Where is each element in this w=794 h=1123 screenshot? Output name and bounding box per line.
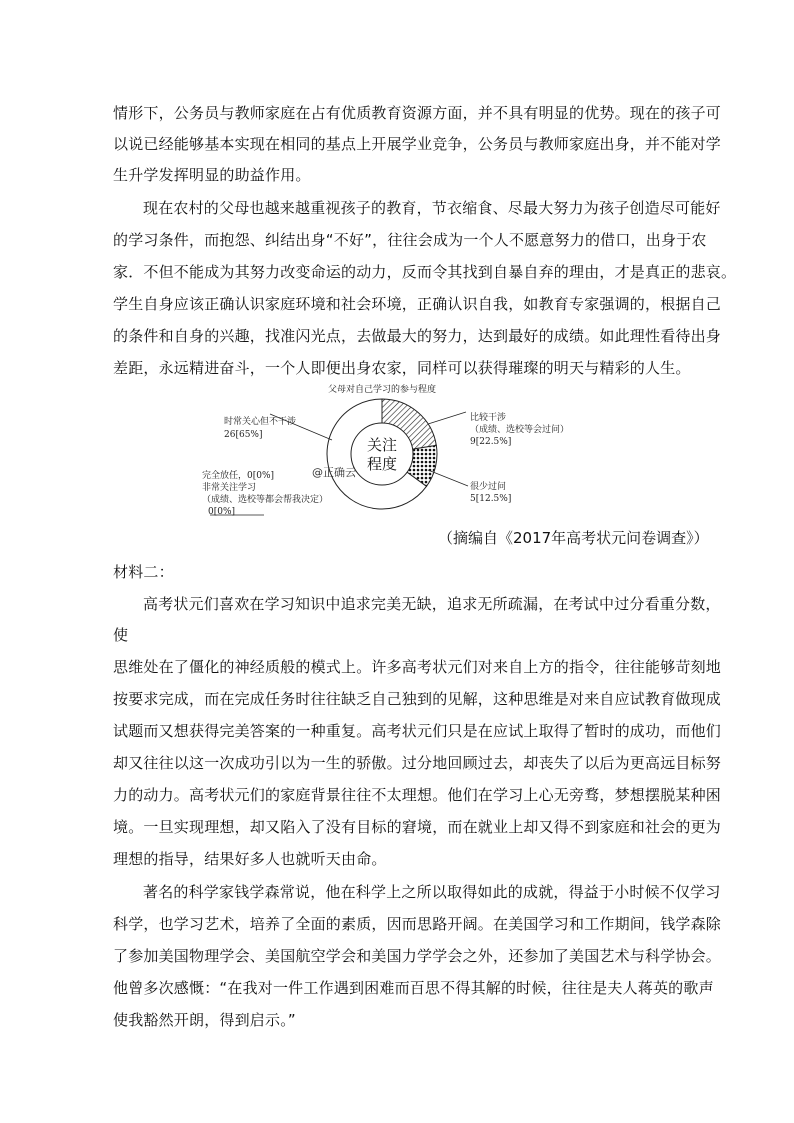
text-line: 高考状元们喜欢在学习知识中追求完美无缺，追求无所疏漏，在考试中过分看重分数， xyxy=(143,595,721,613)
text-line: 情形下，公务员与教师家庭在占有优质教育资源方面，并不具有明显的优势。现在的孩子可 xyxy=(113,104,722,122)
leader-line xyxy=(428,412,466,424)
donut-chart-svg xyxy=(200,380,600,520)
slice-label: 比较干涉 xyxy=(470,413,507,423)
text-line: 著名的科学家钱学森常说，他在科学上之所以取得如此的成就，得益于小时候不仅学习 xyxy=(143,883,721,901)
slice-value: 26[65%] xyxy=(224,430,263,440)
slice-note: （成绩、选校等都会帮我决定） xyxy=(202,495,329,505)
text-line: 的学习条件，而抱怨、纠结出身“不好”，往往会成为一个人不愿意努力的借口，出身于农 xyxy=(113,231,707,249)
slice-label: 非常关注学习 xyxy=(202,483,257,493)
text-line: 理想的指导，结果好多人也就听天由命。 xyxy=(113,850,387,868)
slice-value: 0[0%] xyxy=(208,507,236,517)
center-label-line-1: 关注 xyxy=(366,436,398,454)
figure-caption: （摘编自《2017年高考状元问卷调查》） xyxy=(438,529,709,547)
slice-value: 完全放任，0[0%] xyxy=(202,471,275,481)
text-line: 思维处在了僵化的神经质般的模式上。许多高考状元们对来自上方的指令，往往能够苛刻地 xyxy=(113,658,722,676)
chart-title: 父母对自己学习的参与程度 xyxy=(328,385,437,395)
text-line: 试题而又想获得完美答案的一种重复。高考状元们只是在应试上取得了暂时的成功，而他们 xyxy=(113,722,722,740)
slice-label: 很少过问 xyxy=(470,482,507,492)
text-line: 却又往往以这一次成功引以为一生的骄傲。过分地回顾过去，却丧失了以后为更高远目标努 xyxy=(113,754,722,772)
text-line: 生升学发挥明显的助益作用。 xyxy=(113,166,311,184)
text-line: 差距，永远精进奋斗，一个人即便出身农家，同样可以获得璀璨的明天与精彩的人生。 xyxy=(113,359,691,377)
text-line: 以说已经能够基本实现在相同的基点上开展学业竞争，公务员与教师家庭出身，并不能对学 xyxy=(113,135,722,153)
slice-label: 时常关心但不干涉 xyxy=(224,417,297,427)
text-line: 的条件和自身的兴趣，找准闪光点，去做最大的努力，达到最好的成绩。如此理性看待出身 xyxy=(113,327,722,345)
text-line: 使我豁然开朗，得到启示。” xyxy=(113,1011,296,1029)
text-line: 境。一旦实现理想，却又陷入了没有目标的窘境，而在就业上却又得不到家庭和社会的更为 xyxy=(113,818,722,836)
section-heading: 材料二： xyxy=(113,563,174,581)
text-line: 科学，也学习艺术，培养了全面的素质，因而思路开阔。在美国学习和工作期间，钱学森除 xyxy=(113,915,722,933)
text-line: 使 xyxy=(113,626,129,644)
text-line: 他曾多次感慨：“在我对一件工作遇到困难而百思不得其解的时候，往往是夫人蒋英的歌声 xyxy=(113,979,714,997)
donut-hole xyxy=(351,423,413,485)
center-label-line-2: 程度 xyxy=(366,455,398,473)
text-line: 家．不但不能成为其努力改变命运的动力，反而令其找到自暴自弃的理由，才是真正的悲哀。 xyxy=(113,263,737,281)
leader-line xyxy=(428,470,468,486)
text-line: 了参加美国物理学会、美国航空学会和美国力学学会之外，还参加了美国艺术与科学协会。 xyxy=(113,947,722,965)
text-line: 力的动力。高考状元们的家庭背景往往不太理想。他们在学习上心无旁骛，梦想摆脱某种困 xyxy=(113,786,722,804)
slice-note: （成绩、选校等会过问） xyxy=(470,425,570,435)
watermark: @正确云 xyxy=(312,466,356,479)
text-line: 学生自身应该正确认识家庭环境和社会环境，正确认识自我，如教育专家强调的，根据自己 xyxy=(113,295,722,313)
text-line: 现在农村的父母也越来越重视孩子的教育，节衣缩食、尽最大努力为孩子创造尽可能好 xyxy=(143,199,721,217)
slice-value: 9[22.5%] xyxy=(470,437,512,447)
slice-value: 5[12.5%] xyxy=(470,494,512,504)
participation-donut-chart xyxy=(200,380,600,520)
text-line: 按要求完成，而在完成任务时往往缺乏自己独到的见解，这种思维是对来自应试教育做现成 xyxy=(113,690,722,708)
